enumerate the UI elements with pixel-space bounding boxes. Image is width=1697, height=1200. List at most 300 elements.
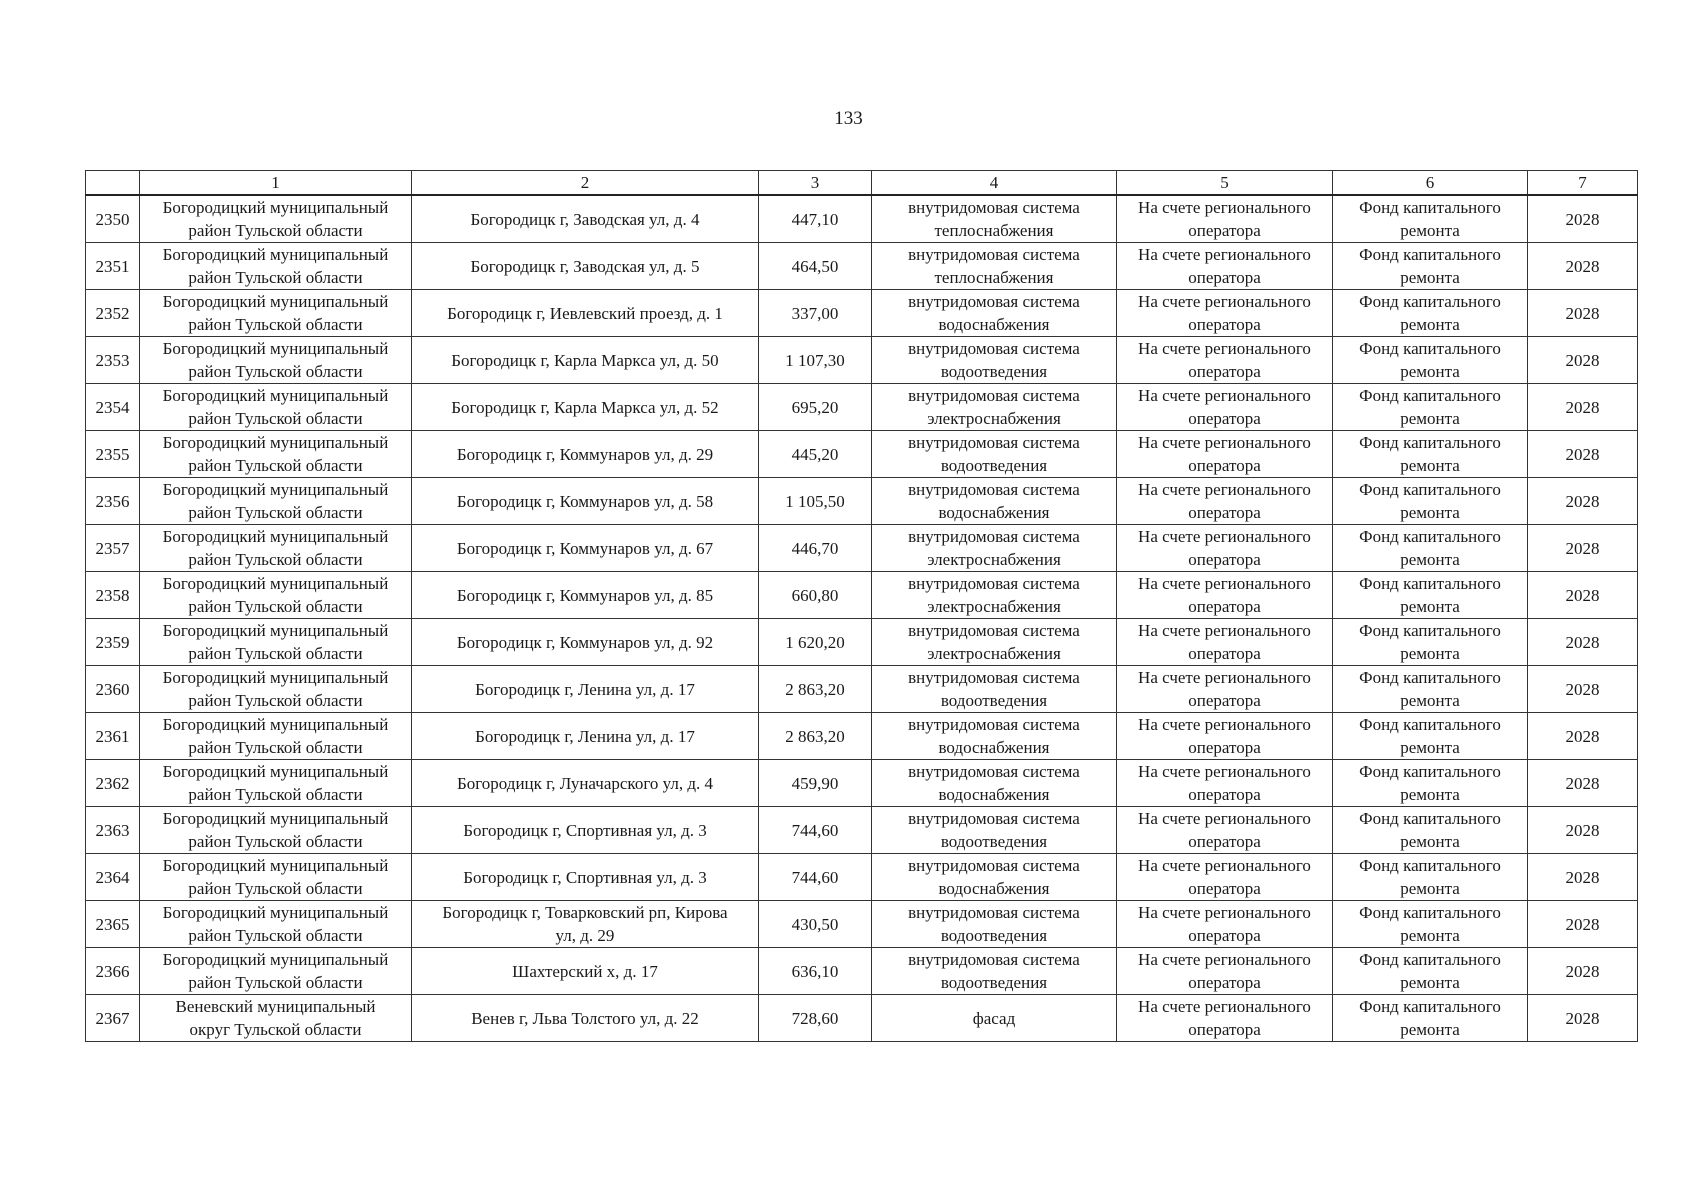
year-cell: 2028 <box>1528 525 1638 572</box>
fund-line: ремонта <box>1400 221 1460 240</box>
table-row <box>86 760 1638 807</box>
address-line: Богородицк г, Карла Маркса ул, д. 52 <box>451 397 719 417</box>
address-line: Богородицк г, Коммунаров ул, д. 92 <box>456 632 714 652</box>
fund-line: Фонд капитального <box>1359 762 1501 781</box>
fund-line: Фонд капитального <box>1359 339 1501 358</box>
area-cell: 1 620,20 <box>759 619 872 666</box>
fund-line: Фонд капитального <box>1359 480 1501 499</box>
fund-cell <box>1333 666 1528 713</box>
fund-cell <box>1333 290 1528 337</box>
area-cell: 459,90 <box>759 760 872 807</box>
account-line: На счете регионального <box>1138 480 1311 499</box>
account-line: На счете регионального <box>1138 762 1311 781</box>
year-cell: 2028 <box>1528 854 1638 901</box>
municipality-line: Богородицкий муниципальный <box>162 950 389 969</box>
address-line: Богородицк г, Ленина ул, д. 17 <box>475 726 695 746</box>
municipality-line: район Тульской области <box>188 644 363 663</box>
year-cell: 2028 <box>1528 431 1638 478</box>
table-row <box>86 243 1638 290</box>
row-number-cell: 2353 <box>86 337 140 384</box>
municipality-cell <box>140 572 412 619</box>
year-cell: 2028 <box>1528 290 1638 337</box>
system-line: водоотведения <box>940 456 1048 475</box>
row-number-cell: 2354 <box>86 384 140 431</box>
row-number-cell: 2364 <box>86 854 140 901</box>
system-cell <box>872 478 1117 525</box>
system-line: внутридомовая система <box>908 433 1080 452</box>
account-line: На счете регионального <box>1138 339 1311 358</box>
municipality-cell <box>140 760 412 807</box>
fund-line: ремонта <box>1400 362 1460 381</box>
system-line: электроснабжения <box>927 644 1061 663</box>
municipality-line: район Тульской области <box>188 315 363 334</box>
row-number-cell: 2359 <box>86 619 140 666</box>
table-row <box>86 995 1638 1042</box>
account-line: оператора <box>1188 409 1261 428</box>
account-cell <box>1117 666 1333 713</box>
account-cell <box>1117 243 1333 290</box>
municipality-line: район Тульской области <box>188 268 363 287</box>
account-line: На счете регионального <box>1138 621 1311 640</box>
area-cell: 430,50 <box>759 901 872 948</box>
address-cell <box>412 572 759 619</box>
fund-cell <box>1333 948 1528 995</box>
account-line: На счете регионального <box>1138 245 1311 264</box>
address-cell <box>412 854 759 901</box>
capital-repair-table <box>85 170 1638 1042</box>
municipality-line: район Тульской области <box>188 832 363 851</box>
account-line: На счете регионального <box>1138 809 1311 828</box>
address-cell <box>412 807 759 854</box>
municipality-cell <box>140 290 412 337</box>
system-cell <box>872 431 1117 478</box>
account-line: оператора <box>1188 268 1261 287</box>
year-cell: 2028 <box>1528 337 1638 384</box>
column-header-2: 2 <box>412 171 759 196</box>
row-number-cell: 2366 <box>86 948 140 995</box>
account-cell <box>1117 431 1333 478</box>
account-line: На счете регионального <box>1138 574 1311 593</box>
row-number-cell: 2361 <box>86 713 140 760</box>
system-line: электроснабжения <box>927 409 1061 428</box>
address-line: Шахтерский х, д. 17 <box>512 961 658 981</box>
table-row <box>86 619 1638 666</box>
municipality-line: Богородицкий муниципальный <box>162 339 389 358</box>
municipality-line: Богородицкий муниципальный <box>162 856 389 875</box>
municipality-cell <box>140 195 412 243</box>
municipality-line: Богородицкий муниципальный <box>162 762 389 781</box>
table-body <box>86 195 1638 1042</box>
system-cell <box>872 243 1117 290</box>
table-row <box>86 384 1638 431</box>
fund-line: ремонта <box>1400 503 1460 522</box>
system-line: водоснабжения <box>938 738 1050 757</box>
table-row <box>86 713 1638 760</box>
row-number-cell: 2356 <box>86 478 140 525</box>
column-header-5: 5 <box>1117 171 1333 196</box>
fund-cell <box>1333 384 1528 431</box>
fund-cell <box>1333 243 1528 290</box>
table-row <box>86 337 1638 384</box>
system-line: внутридомовая система <box>908 574 1080 593</box>
address-line: Богородицк г, Заводская ул, д. 4 <box>470 209 700 229</box>
address-line: Богородицк г, Товарковский рп, Кирова <box>442 903 728 922</box>
address-line: Богородицк г, Иевлевский проезд, д. 1 <box>447 303 723 323</box>
row-number-cell: 2351 <box>86 243 140 290</box>
system-line: внутридомовая система <box>908 715 1080 734</box>
account-cell <box>1117 854 1333 901</box>
account-cell <box>1117 195 1333 243</box>
address-cell <box>412 666 759 713</box>
fund-line: Фонд капитального <box>1359 903 1501 922</box>
fund-cell <box>1333 901 1528 948</box>
area-cell: 744,60 <box>759 854 872 901</box>
address-cell <box>412 948 759 995</box>
address-cell <box>412 431 759 478</box>
account-cell <box>1117 948 1333 995</box>
system-cell <box>872 666 1117 713</box>
account-line: оператора <box>1188 879 1261 898</box>
page-number: 133 <box>834 108 863 129</box>
system-line: внутридомовая система <box>908 339 1080 358</box>
area-cell: 728,60 <box>759 995 872 1042</box>
municipality-cell <box>140 666 412 713</box>
year-cell: 2028 <box>1528 807 1638 854</box>
fund-line: ремонта <box>1400 456 1460 475</box>
area-cell: 445,20 <box>759 431 872 478</box>
fund-cell <box>1333 619 1528 666</box>
area-cell: 660,80 <box>759 572 872 619</box>
address-cell <box>412 901 759 948</box>
account-line: На счете регионального <box>1138 950 1311 969</box>
municipality-line: район Тульской области <box>188 973 363 992</box>
municipality-cell <box>140 995 412 1042</box>
fund-line: ремонта <box>1400 879 1460 898</box>
fund-line: Фонд капитального <box>1359 527 1501 546</box>
system-cell <box>872 619 1117 666</box>
table-row <box>86 854 1638 901</box>
fund-cell <box>1333 525 1528 572</box>
account-cell <box>1117 478 1333 525</box>
account-line: оператора <box>1188 550 1261 569</box>
fund-line: ремонта <box>1400 315 1460 334</box>
system-line: внутридомовая система <box>908 903 1080 922</box>
table-row <box>86 525 1638 572</box>
fund-cell <box>1333 431 1528 478</box>
area-cell: 744,60 <box>759 807 872 854</box>
system-line: фасад <box>972 1008 1016 1028</box>
municipality-line: Богородицкий муниципальный <box>162 809 389 828</box>
municipality-line: округ Тульской области <box>189 1020 362 1039</box>
system-line: внутридомовая система <box>908 856 1080 875</box>
table-row <box>86 901 1638 948</box>
address-line: Богородицк г, Коммунаров ул, д. 67 <box>456 538 714 558</box>
fund-line: ремонта <box>1400 268 1460 287</box>
system-line: водоотведения <box>940 926 1048 945</box>
address-line: Богородицк г, Коммунаров ул, д. 58 <box>456 491 714 511</box>
fund-cell <box>1333 995 1528 1042</box>
fund-line: Фонд капитального <box>1359 856 1501 875</box>
account-cell <box>1117 807 1333 854</box>
fund-line: ремонта <box>1400 738 1460 757</box>
system-cell <box>872 195 1117 243</box>
column-header-0 <box>86 171 140 196</box>
system-line: внутридомовая система <box>908 245 1080 264</box>
row-number-cell: 2352 <box>86 290 140 337</box>
account-cell <box>1117 290 1333 337</box>
fund-line: ремонта <box>1400 644 1460 663</box>
system-line: внутридомовая система <box>908 668 1080 687</box>
account-line: На счете регионального <box>1138 997 1311 1016</box>
fund-cell <box>1333 195 1528 243</box>
system-line: водоотведения <box>940 973 1048 992</box>
fund-line: Фонд капитального <box>1359 386 1501 405</box>
account-cell <box>1117 384 1333 431</box>
table-row <box>86 807 1638 854</box>
municipality-cell <box>140 619 412 666</box>
row-number-cell: 2355 <box>86 431 140 478</box>
year-cell: 2028 <box>1528 478 1638 525</box>
municipality-cell <box>140 713 412 760</box>
system-cell <box>872 948 1117 995</box>
system-line: теплоснабжения <box>934 221 1054 240</box>
municipality-line: Богородицкий муниципальный <box>162 621 389 640</box>
municipality-line: Богородицкий муниципальный <box>162 292 389 311</box>
area-cell: 337,00 <box>759 290 872 337</box>
account-line: На счете регионального <box>1138 433 1311 452</box>
row-number-cell: 2362 <box>86 760 140 807</box>
account-cell <box>1117 337 1333 384</box>
column-header-7: 7 <box>1528 171 1638 196</box>
municipality-line: Богородицкий муниципальный <box>162 245 389 264</box>
system-cell <box>872 807 1117 854</box>
year-cell: 2028 <box>1528 948 1638 995</box>
municipality-line: район Тульской области <box>188 362 363 381</box>
year-cell: 2028 <box>1528 195 1638 243</box>
municipality-line: район Тульской области <box>188 503 363 522</box>
address-line: Богородицк г, Карла Маркса ул, д. 50 <box>451 350 719 370</box>
area-cell: 1 107,30 <box>759 337 872 384</box>
system-cell <box>872 901 1117 948</box>
system-cell <box>872 995 1117 1042</box>
fund-cell <box>1333 760 1528 807</box>
address-line: Богородицк г, Коммунаров ул, д. 29 <box>456 444 714 464</box>
address-line: Богородицк г, Ленина ул, д. 17 <box>475 679 695 699</box>
account-line: оператора <box>1188 597 1261 616</box>
address-line: Богородицк г, Спортивная ул, д. 3 <box>463 820 707 840</box>
year-cell: 2028 <box>1528 666 1638 713</box>
year-cell: 2028 <box>1528 384 1638 431</box>
municipality-cell <box>140 431 412 478</box>
municipality-line: Богородицкий муниципальный <box>162 668 389 687</box>
address-line: ул, д. 29 <box>555 926 615 945</box>
table-row <box>86 195 1638 243</box>
area-cell: 447,10 <box>759 195 872 243</box>
account-line: На счете регионального <box>1138 668 1311 687</box>
system-line: водоснабжения <box>938 315 1050 334</box>
column-header-4: 4 <box>872 171 1117 196</box>
fund-line: Фонд капитального <box>1359 574 1501 593</box>
system-line: водоснабжения <box>938 503 1050 522</box>
table-row <box>86 290 1638 337</box>
table-row <box>86 948 1638 995</box>
municipality-line: Богородицкий муниципальный <box>162 574 389 593</box>
system-cell <box>872 525 1117 572</box>
address-cell <box>412 337 759 384</box>
municipality-cell <box>140 948 412 995</box>
fund-line: ремонта <box>1400 785 1460 804</box>
account-line: На счете регионального <box>1138 292 1311 311</box>
municipality-line: Богородицкий муниципальный <box>162 433 389 452</box>
system-line: электроснабжения <box>927 597 1061 616</box>
system-line: водоотведения <box>940 691 1048 710</box>
area-cell: 464,50 <box>759 243 872 290</box>
year-cell: 2028 <box>1528 572 1638 619</box>
address-cell <box>412 760 759 807</box>
area-cell: 446,70 <box>759 525 872 572</box>
year-cell: 2028 <box>1528 901 1638 948</box>
municipality-cell <box>140 337 412 384</box>
account-line: оператора <box>1188 503 1261 522</box>
area-cell: 2 863,20 <box>759 713 872 760</box>
column-header-6: 6 <box>1333 171 1528 196</box>
row-number-cell: 2367 <box>86 995 140 1042</box>
system-line: внутридомовая система <box>908 809 1080 828</box>
municipality-line: район Тульской области <box>188 597 363 616</box>
municipality-line: Богородицкий муниципальный <box>162 715 389 734</box>
year-cell: 2028 <box>1528 619 1638 666</box>
system-cell <box>872 572 1117 619</box>
account-line: На счете регионального <box>1138 198 1311 217</box>
municipality-line: район Тульской области <box>188 691 363 710</box>
address-cell <box>412 713 759 760</box>
system-cell <box>872 290 1117 337</box>
account-line: На счете регионального <box>1138 856 1311 875</box>
fund-line: ремонта <box>1400 550 1460 569</box>
account-line: оператора <box>1188 832 1261 851</box>
municipality-cell <box>140 243 412 290</box>
account-line: оператора <box>1188 973 1261 992</box>
row-number-cell: 2357 <box>86 525 140 572</box>
fund-cell <box>1333 854 1528 901</box>
fund-line: Фонд капитального <box>1359 668 1501 687</box>
system-line: электроснабжения <box>927 550 1061 569</box>
fund-cell <box>1333 337 1528 384</box>
account-line: На счете регионального <box>1138 903 1311 922</box>
system-cell <box>872 337 1117 384</box>
area-cell: 2 863,20 <box>759 666 872 713</box>
system-line: внутридомовая система <box>908 386 1080 405</box>
address-line: Богородицк г, Спортивная ул, д. 3 <box>463 867 707 887</box>
account-line: оператора <box>1188 785 1261 804</box>
fund-line: ремонта <box>1400 1020 1460 1039</box>
system-line: внутридомовая система <box>908 527 1080 546</box>
account-line: оператора <box>1188 644 1261 663</box>
account-line: оператора <box>1188 456 1261 475</box>
area-cell: 1 105,50 <box>759 478 872 525</box>
account-cell <box>1117 619 1333 666</box>
municipality-line: район Тульской области <box>188 550 363 569</box>
system-cell <box>872 384 1117 431</box>
area-cell: 695,20 <box>759 384 872 431</box>
municipality-cell <box>140 854 412 901</box>
address-cell <box>412 243 759 290</box>
system-cell <box>872 713 1117 760</box>
column-number-header-row <box>86 171 1638 196</box>
municipality-line: район Тульской области <box>188 409 363 428</box>
account-cell <box>1117 901 1333 948</box>
address-line: Богородицк г, Коммунаров ул, д. 85 <box>456 585 714 605</box>
table-row <box>86 431 1638 478</box>
address-cell <box>412 290 759 337</box>
table-row <box>86 666 1638 713</box>
account-line: оператора <box>1188 738 1261 757</box>
account-line: На счете регионального <box>1138 386 1311 405</box>
municipality-line: Богородицкий муниципальный <box>162 386 389 405</box>
address-line: Венев г, Льва Толстого ул, д. 22 <box>471 1008 699 1028</box>
municipality-cell <box>140 901 412 948</box>
system-line: внутридомовая система <box>908 292 1080 311</box>
account-line: На счете регионального <box>1138 715 1311 734</box>
fund-line: ремонта <box>1400 832 1460 851</box>
municipality-line: район Тульской области <box>188 785 363 804</box>
year-cell: 2028 <box>1528 760 1638 807</box>
system-line: внутридомовая система <box>908 480 1080 499</box>
fund-line: ремонта <box>1400 973 1460 992</box>
municipality-line: район Тульской области <box>188 221 363 240</box>
address-cell <box>412 478 759 525</box>
municipality-line: Богородицкий муниципальный <box>162 903 389 922</box>
account-line: оператора <box>1188 221 1261 240</box>
table-row <box>86 572 1638 619</box>
year-cell: 2028 <box>1528 243 1638 290</box>
year-cell: 2028 <box>1528 713 1638 760</box>
account-cell <box>1117 713 1333 760</box>
account-cell <box>1117 995 1333 1042</box>
account-line: оператора <box>1188 362 1261 381</box>
system-line: водоотведения <box>940 362 1048 381</box>
municipality-line: район Тульской области <box>188 926 363 945</box>
address-cell <box>412 619 759 666</box>
row-number-cell: 2365 <box>86 901 140 948</box>
fund-line: Фонд капитального <box>1359 198 1501 217</box>
fund-cell <box>1333 572 1528 619</box>
municipality-line: Богородицкий муниципальный <box>162 480 389 499</box>
area-cell: 636,10 <box>759 948 872 995</box>
system-line: внутридомовая система <box>908 950 1080 969</box>
address-cell <box>412 384 759 431</box>
address-cell <box>412 525 759 572</box>
row-number-cell: 2360 <box>86 666 140 713</box>
address-line: Богородицк г, Луначарского ул, д. 4 <box>456 773 714 793</box>
account-line: На счете регионального <box>1138 527 1311 546</box>
municipality-line: Богородицкий муниципальный <box>162 198 389 217</box>
fund-line: ремонта <box>1400 691 1460 710</box>
fund-line: Фонд капитального <box>1359 809 1501 828</box>
fund-line: Фонд капитального <box>1359 997 1501 1016</box>
account-line: оператора <box>1188 691 1261 710</box>
account-cell <box>1117 760 1333 807</box>
address-cell <box>412 195 759 243</box>
row-number-cell: 2350 <box>86 195 140 243</box>
municipality-line: район Тульской области <box>188 738 363 757</box>
municipality-cell <box>140 525 412 572</box>
system-line: водоснабжения <box>938 785 1050 804</box>
address-line: Богородицк г, Заводская ул, д. 5 <box>470 256 700 276</box>
municipality-cell <box>140 384 412 431</box>
address-cell <box>412 995 759 1042</box>
account-line: оператора <box>1188 1020 1261 1039</box>
